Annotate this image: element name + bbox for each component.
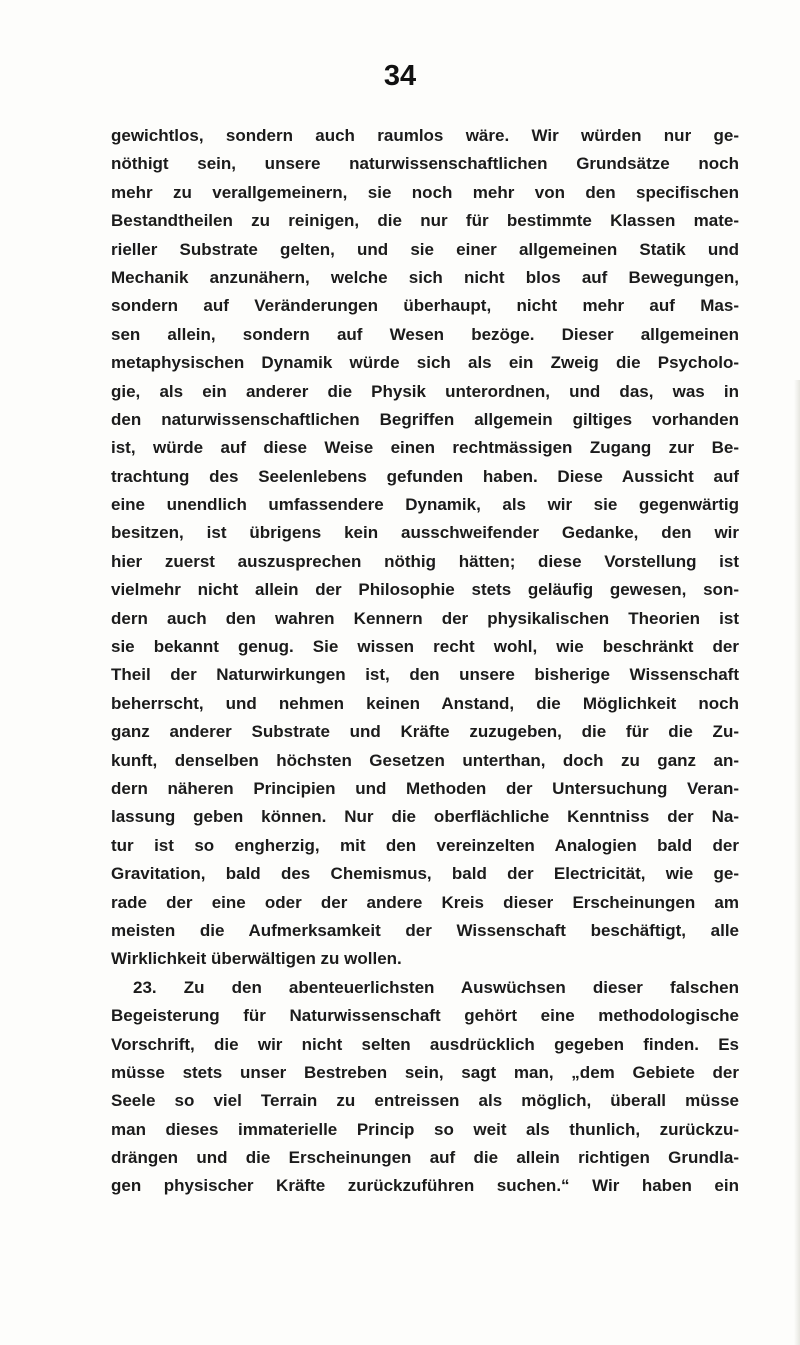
text-line: rade der eine oder der andere Kreis dieser Erscheinungen am xyxy=(111,892,739,912)
text-line: gie, als ein anderer die Physik unterordnen, und das, was in xyxy=(111,381,739,401)
text-line: gewichtlos, sondern auch raumlos wäre. Wir würden nur ge- xyxy=(111,126,739,145)
text-line: 23. Zu den abenteuerlichsten Auswüchsen dieser falschen xyxy=(133,977,739,997)
text-line: ist, würde auf diese Weise einen rechtmässigen Zugang zur Be- xyxy=(111,438,739,458)
text-line: drängen und die Erscheinungen auf die allein richtigen Grundla- xyxy=(111,1148,739,1168)
text-line: lassung geben können. Nur die oberflächliche Kenntniss der Na- xyxy=(111,807,739,827)
text-line: den naturwissenschaftlichen Begriffen allgemein giltiges vorhanden xyxy=(111,409,739,429)
text-line: müsse stets unser Bestreben sein, sagt man, „dem Gebiete der xyxy=(111,1062,739,1082)
text-line: gen physischer Kräfte zurückzuführen suchen.“ Wir haben ein xyxy=(111,1176,739,1196)
text-line: Seele so viel Terrain zu entreissen als möglich, überall müsse xyxy=(111,1091,739,1111)
text-line: besitzen, ist übrigens kein ausschweifender Gedanke, den wir xyxy=(111,523,739,543)
text-line: rieller Substrate gelten, und sie einer allgemeinen Statik und xyxy=(111,239,739,259)
page-number: 34 xyxy=(383,60,417,92)
text-line: sie bekannt genug. Sie wissen recht wohl, wie beschränkt der xyxy=(111,637,739,657)
text-line: tur ist so engherzig, mit den vereinzelten Analogien bald der xyxy=(111,835,739,855)
text-line: Theil der Naturwirkungen ist, den unsere bisherige Wissenschaft xyxy=(111,665,739,685)
text-line: man dieses immaterielle Princip so weit als thunlich, zurückzu- xyxy=(111,1119,739,1139)
text-line: trachtung des Seelenlebens gefunden haben. Diese Aussicht auf xyxy=(111,466,739,486)
text-line: Gravitation, bald des Chemismus, bald der Electricität, wie ge- xyxy=(111,864,739,884)
text-line: Vorschrift, die wir nicht selten ausdrücklich gegeben finden. Es xyxy=(111,1034,739,1054)
text-line: Wirklichkeit überwältigen zu wollen. xyxy=(111,949,402,969)
text-line: Begeisterung für Naturwissenschaft gehört eine methodologische xyxy=(111,1006,739,1026)
text-line: meisten die Aufmerksamkeit der Wissenschaft beschäftigt, alle xyxy=(111,920,739,940)
text-line: sen allein, sondern auf Wesen bezöge. Dieser allgemeinen xyxy=(111,324,739,344)
text-line: dern näheren Principien und Methoden der Untersuchung Veran- xyxy=(111,778,739,798)
text-line: kunft, denselben höchsten Gesetzen unterthan, doch zu ganz an- xyxy=(111,750,739,770)
text-line: mehr zu verallgemeinern, sie noch mehr von den specifischen xyxy=(111,182,739,202)
text-line: dern auch den wahren Kennern der physikalischen Theorien ist xyxy=(111,608,739,628)
body-text xyxy=(111,122,739,1201)
text-line: eine unendlich umfassendere Dynamik, als wir sie gegenwärtig xyxy=(111,495,739,515)
text-line: Mechanik anzunähern, welche sich nicht blos auf Bewegungen, xyxy=(111,267,739,287)
text-line: Bestandtheilen zu reinigen, die nur für bestimmte Klassen mate- xyxy=(111,211,739,231)
text-line: ganz anderer Substrate und Kräfte zuzugeben, die für die Zu- xyxy=(111,722,739,742)
text-line: nöthigt sein, unsere naturwissenschaftlichen Grundsätze noch xyxy=(111,154,739,174)
text-line: beherrscht, und nehmen keinen Anstand, die Möglichkeit noch xyxy=(111,693,739,713)
text-line: metaphysischen Dynamik würde sich als ein Zweig die Psycholo- xyxy=(111,353,739,373)
text-line: sondern auf Veränderungen überhaupt, nicht mehr auf Mas- xyxy=(111,296,739,316)
page-edge-shadow xyxy=(794,380,800,1345)
text-line: vielmehr nicht allein der Philosophie stets geläufig gewesen, son- xyxy=(111,580,739,600)
text-line: hier zuerst auszusprechen nöthig hätten; diese Vorstellung ist xyxy=(111,551,739,571)
